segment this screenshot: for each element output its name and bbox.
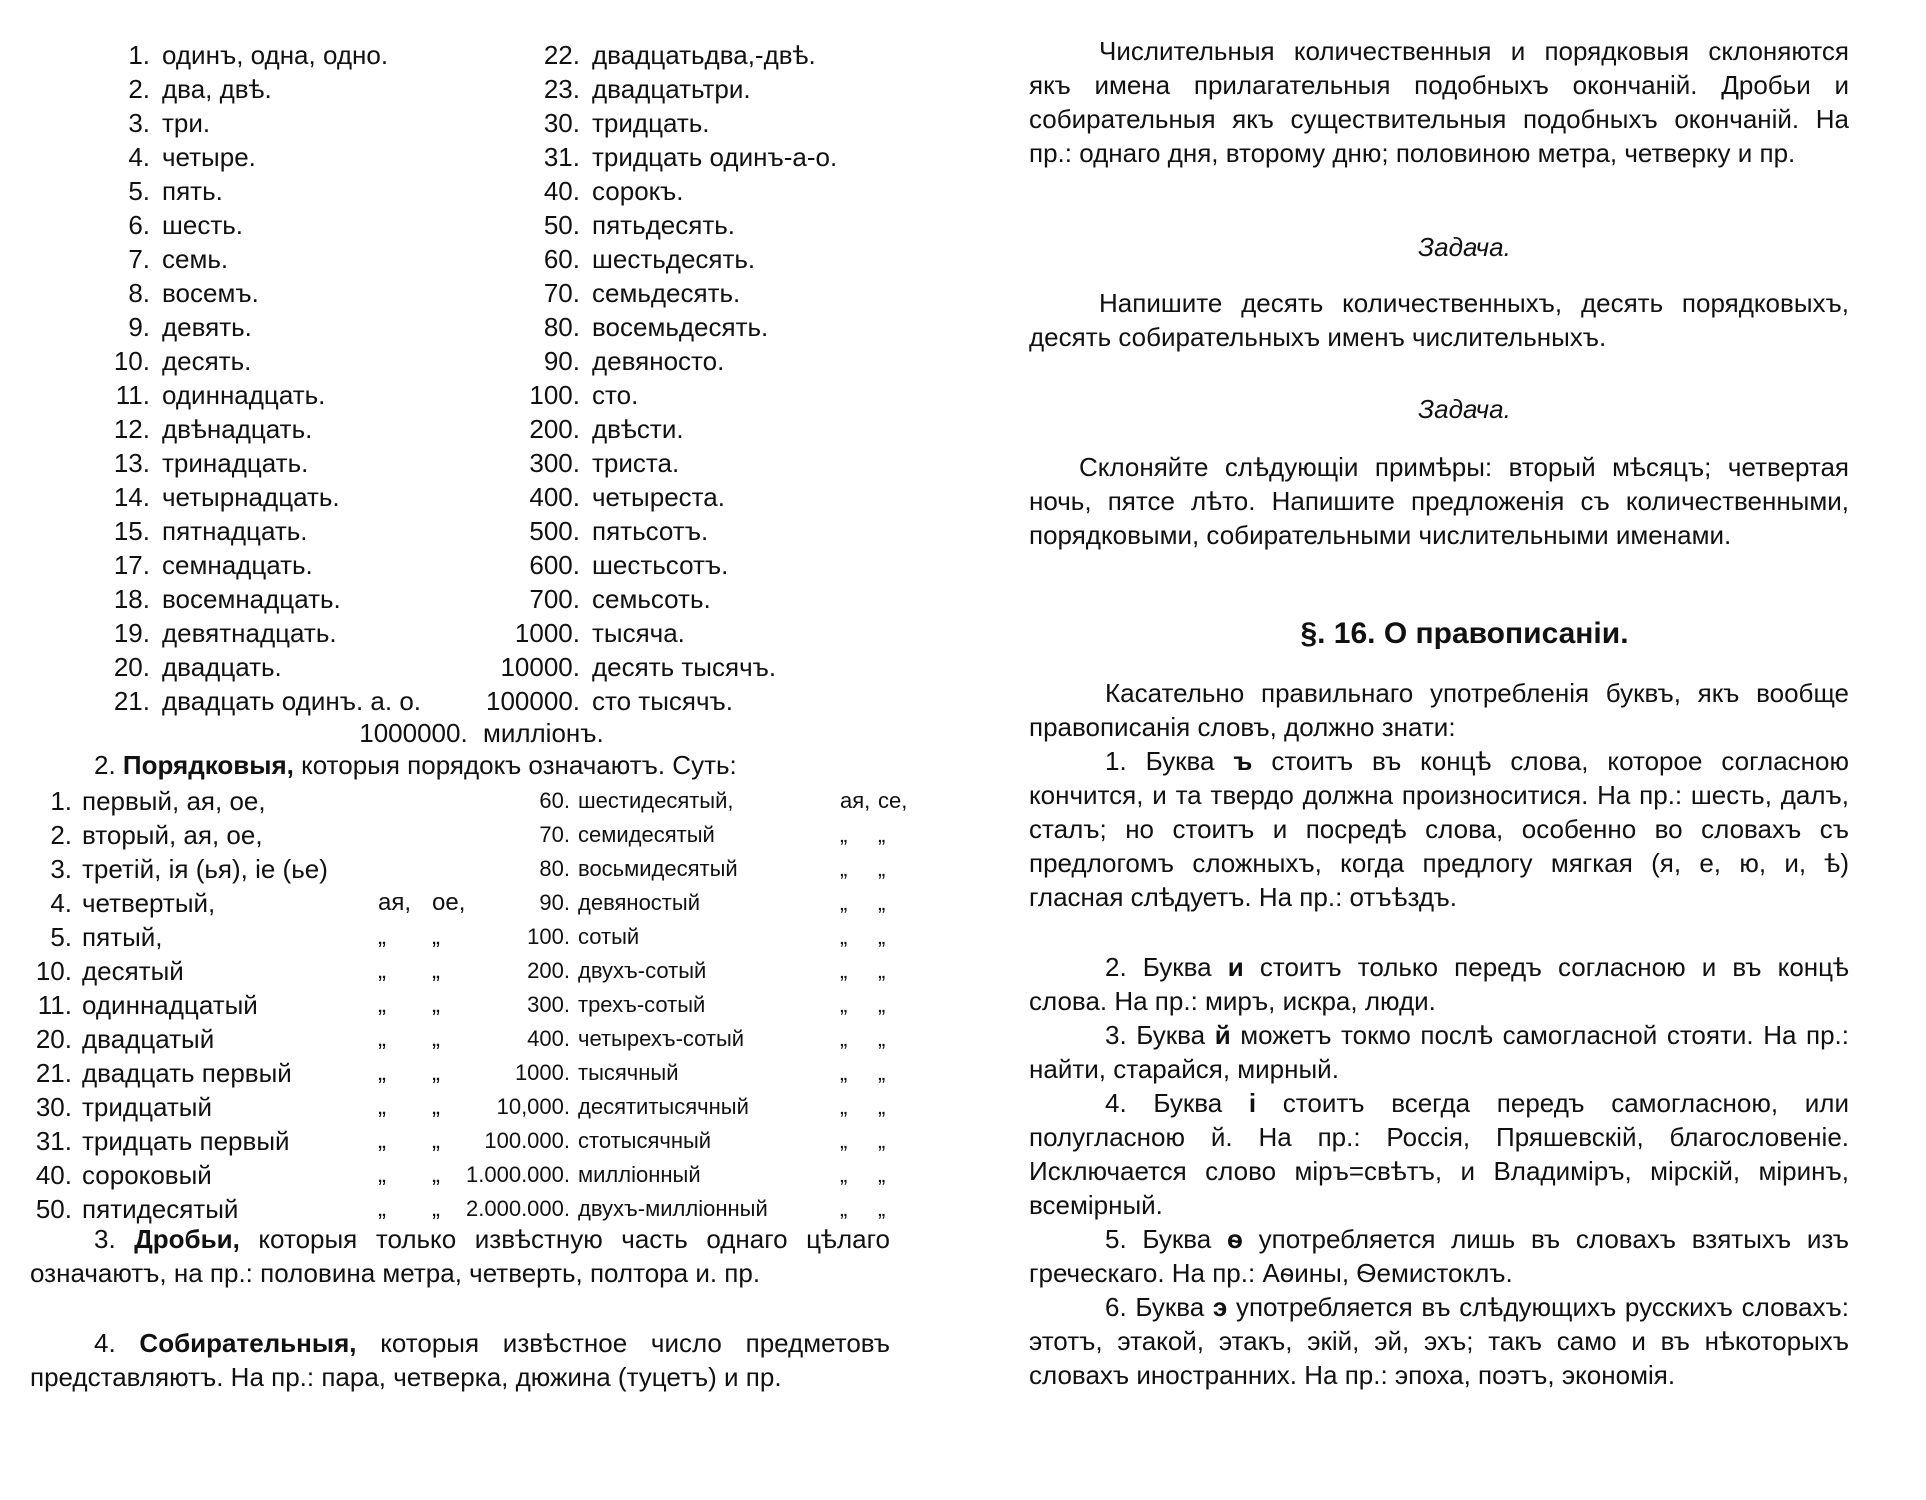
spelling-rule-6	[1029, 1290, 1849, 1392]
term-heading: Собирательныя,	[139, 1328, 357, 1358]
feminine-ending: „	[840, 958, 848, 983]
neuter-ending: „	[878, 1060, 886, 1085]
feminine-ending: „	[840, 856, 848, 881]
ordinal-word: девяностый	[578, 890, 700, 915]
definition-text: которыя порядокъ означаютъ. Суть:	[301, 750, 737, 780]
numeral-word: четырнадцать.	[162, 482, 340, 512]
number: 14.	[113, 482, 150, 512]
neuter-ending: „	[878, 890, 886, 915]
ordinal-column-1	[22, 784, 466, 1226]
neuter-ending: „	[878, 1128, 886, 1153]
spelling-rule-4	[1029, 1086, 1849, 1222]
ordinal-row	[400, 1022, 900, 1056]
feminine-ending: „	[378, 957, 386, 984]
number: 2.	[50, 820, 72, 850]
neuter-ending: „	[432, 1093, 440, 1120]
feminine-ending: ая,	[840, 788, 871, 813]
neuter-ending: „	[878, 924, 886, 949]
ordinal-word: шестидесятый,	[578, 788, 734, 813]
feminine-ending: „	[378, 1127, 386, 1154]
cardinal-row	[470, 140, 837, 174]
ordinal-word: четвертый,	[82, 888, 216, 918]
feminine-ending: „	[840, 1196, 848, 1221]
number: 4.	[50, 888, 72, 918]
ordinal-word: сотый	[578, 924, 640, 949]
numeral-word: одиннадцать.	[162, 380, 326, 410]
cardinal-row	[60, 582, 421, 616]
neuter-ending: „	[878, 822, 886, 847]
spelling-rule-3	[1029, 1018, 1849, 1086]
feminine-ending: „	[840, 822, 848, 847]
neuter-ending: „	[432, 923, 440, 950]
feminine-ending: „	[840, 1060, 848, 1085]
neuter-ending: „	[432, 1195, 440, 1222]
feminine-ending: „	[840, 992, 848, 1017]
number: 31.	[35, 1126, 72, 1156]
numeral-word: семь.	[162, 244, 229, 274]
number: 2.	[128, 74, 150, 104]
ordinal-word: сороковый	[82, 1160, 212, 1190]
number: 3.	[128, 108, 150, 138]
cardinal-row	[60, 480, 421, 514]
cardinal-column-2	[470, 38, 837, 718]
ordinal-row	[22, 1090, 440, 1124]
ordinal-row	[22, 784, 328, 818]
number: 100.000.	[484, 1128, 570, 1153]
task-1-title: Задача.	[1418, 232, 1511, 262]
number: 60.	[539, 788, 570, 813]
rule-lead: 5. Буква	[1105, 1224, 1212, 1254]
cardinal-row	[470, 208, 837, 242]
cardinal-row	[60, 514, 421, 548]
number: 200.	[527, 958, 570, 983]
feminine-ending: ая,	[378, 889, 412, 916]
number: 13.	[113, 448, 150, 478]
ordinal-row	[400, 1192, 900, 1226]
number: 40.	[35, 1160, 72, 1190]
cardinal-row	[60, 174, 421, 208]
number: 19.	[113, 618, 150, 648]
definition-text: которыя извѣстное число предметовъ представляютъ. На пр.: пара, четверка, дюжина (туцетъ) и пр.	[30, 1328, 890, 1392]
rule-letter: і	[1248, 1088, 1257, 1118]
neuter-ending: „	[878, 992, 886, 1017]
feminine-ending: „	[840, 924, 848, 949]
number: 200.	[529, 414, 580, 444]
number: 100.	[529, 380, 580, 410]
number: 60.	[543, 244, 580, 274]
numeral-word: двадцать.	[162, 652, 282, 682]
neuter-ending: „	[432, 1161, 440, 1188]
number: 1000.	[514, 618, 580, 648]
numeral-word: двадцатьтри.	[592, 74, 751, 104]
neuter-ending: ое,	[432, 889, 466, 916]
numeral-word: одинъ, одна, одно.	[162, 40, 389, 70]
number: 20.	[113, 652, 150, 682]
numeral-word: шесть.	[162, 210, 243, 240]
ordinal-word: двухъ-сотый	[578, 958, 707, 983]
numeral-word: восемъ.	[162, 278, 259, 308]
numeral-word: пятьсотъ.	[592, 516, 709, 546]
ordinal-row	[22, 1158, 440, 1192]
neuter-ending: „	[878, 1094, 886, 1119]
rule-text: стоитъ всегда передъ самогласною, или полугласною й. На пр.: Россія, Пряшевскій, благословеніе. Исключается слово міръ=свѣтъ, и Владиміръ, мірскій, міринъ, всемірный.	[1029, 1088, 1849, 1220]
numeral-word: двѣсти.	[592, 414, 684, 444]
ordinal-row	[400, 988, 900, 1022]
number: 10000.	[500, 652, 580, 682]
ordinal-word: десятитысячный	[578, 1094, 749, 1119]
feminine-ending: „	[840, 1128, 848, 1153]
number: 70.	[539, 822, 570, 847]
cardinal-row	[60, 276, 421, 310]
numeral-word: тринадцать.	[162, 448, 309, 478]
cardinal-row	[470, 684, 837, 718]
numeral-word: двадцатьдва,-двѣ.	[592, 40, 816, 70]
ordinal-row	[22, 1056, 440, 1090]
number: 9.	[128, 312, 150, 342]
rule-text: стоитъ только передъ согласною и въ концѣ слова. На пр.: миръ, искра, люди.	[1029, 952, 1849, 1016]
numeral-word: пятьдесять.	[592, 210, 735, 240]
cardinal-row	[60, 140, 421, 174]
cardinal-row	[60, 378, 421, 412]
number: 500.	[529, 516, 580, 546]
number: 15.	[113, 516, 150, 546]
number: 90.	[539, 890, 570, 915]
section-16-title: §. 16. О правописаніи.	[1300, 617, 1629, 650]
ordinal-word: милліонный	[578, 1162, 701, 1187]
numeral-word: девяносто.	[592, 346, 725, 376]
neuter-ending: „	[878, 856, 886, 881]
definition-text: которыя только извѣстную часть однаго цѣлаго означаютъ, на пр.: половина метра, четверть, полтора и. пр.	[30, 1224, 890, 1288]
ordinal-row	[22, 852, 328, 886]
cardinal-row	[60, 616, 421, 650]
numeral-word: четыре.	[162, 142, 256, 172]
number: 100.	[527, 924, 570, 949]
right-page	[963, 0, 1926, 1500]
cardinal-row	[470, 38, 837, 72]
ordinal-word: двадцать первый	[82, 1058, 292, 1088]
rule-lead: 2. Буква	[1105, 952, 1212, 982]
numeral-word: сто тысячъ.	[592, 686, 733, 716]
numeral-word: семнадцать.	[162, 550, 313, 580]
cardinal-row	[60, 242, 421, 276]
rule-letter: ъ	[1233, 746, 1253, 776]
cardinal-row	[60, 548, 421, 582]
numeral-word: шестьдесять.	[592, 244, 756, 274]
number: 1000.	[514, 1060, 570, 1085]
number: 21.	[35, 1058, 72, 1088]
number: 20.	[35, 1024, 72, 1054]
ordinal-word: тридцать первый	[82, 1126, 290, 1156]
rule-letter: э	[1212, 1292, 1228, 1322]
ordinal-word: двадцатый	[82, 1024, 215, 1054]
cardinal-row	[60, 412, 421, 446]
numeral-word: семьсоть.	[592, 584, 711, 614]
numeral-word: тридцать.	[592, 108, 710, 138]
neuter-ending: „	[878, 958, 886, 983]
section-number: 4.	[94, 1328, 116, 1358]
number: 600.	[529, 550, 580, 580]
feminine-ending: „	[378, 1093, 386, 1120]
declension-paragraph: Числительныя количественныя и порядковыя склоняются якъ имена прилагательныя подобныхъ окончаній. Дробьи и собирательныя якъ существительныя подобныхъ окончаній. На пр.: однаго дня, второму дню; половиною метра, четверку и пр.	[1029, 36, 1849, 168]
number: 10.	[35, 956, 72, 986]
cardinal-row	[470, 616, 837, 650]
term-heading: Порядковыя,	[122, 750, 294, 780]
ordinal-word: стотысячный	[578, 1128, 712, 1153]
term-heading: Дробьи,	[134, 1224, 240, 1254]
neuter-ending: се,	[878, 788, 908, 813]
ordinal-word: трехъ-сотый	[578, 992, 706, 1017]
cardinal-row	[60, 684, 421, 718]
spelling-intro: Касательно правильнаго употребленія буквъ, якъ вообще правописанія словъ, должно знати:	[1029, 678, 1849, 742]
numeral-word: три.	[162, 108, 211, 138]
number: 5.	[50, 922, 72, 952]
number: 5.	[128, 176, 150, 206]
cardinal-row	[60, 72, 421, 106]
ordinal-word: тридцатый	[82, 1092, 212, 1122]
cardinal-row	[470, 446, 837, 480]
number: 100000.	[486, 686, 580, 716]
ordinal-row	[400, 818, 900, 852]
rule-lead: 4. Буква	[1105, 1088, 1223, 1118]
ordinal-row	[22, 1022, 440, 1056]
number: 2.000.000.	[466, 1196, 570, 1221]
rule-letter: й	[1214, 1020, 1231, 1050]
numeral-word: пять.	[162, 176, 223, 206]
number: 40.	[543, 176, 580, 206]
cardinal-row	[60, 344, 421, 378]
neuter-ending: „	[432, 1059, 440, 1086]
numeral-word: девять.	[162, 312, 252, 342]
collective-paragraph	[30, 1326, 890, 1394]
numeral-word: тысяча.	[592, 618, 685, 648]
ordinal-row	[400, 1158, 900, 1192]
number: 8.	[128, 278, 150, 308]
cardinal-row	[470, 242, 837, 276]
numeral-word: сорокъ.	[592, 176, 684, 206]
ordinal-word: семидесятый	[578, 822, 715, 847]
number: 7.	[128, 244, 150, 274]
number: 400.	[527, 1026, 570, 1051]
cardinal-row	[470, 480, 837, 514]
rule-text: стоитъ въ концѣ слова, которое согласною кончится, и та твердо должна произноситися. На пр.: шесть, далъ, сталъ; но стоитъ и посредѣ слова, особенно во словахъ съ предлогомъ сложныхъ, когда предлогу мягкая (я, е, ю, и, ѣ) гласная слѣдуетъ. На пр.: отъѣздъ.	[1029, 746, 1849, 912]
numeral-word: девятнадцать.	[162, 618, 337, 648]
cardinal-row	[60, 38, 421, 72]
cardinal-row	[60, 310, 421, 344]
number: 1.	[128, 40, 150, 70]
rule-lead: 3. Буква	[1105, 1020, 1206, 1050]
section-number: 2.	[94, 750, 116, 780]
cardinal-million-row	[0, 716, 963, 750]
neuter-ending: „	[432, 957, 440, 984]
cardinal-row	[470, 72, 837, 106]
rule-lead: 1. Буква	[1105, 746, 1215, 776]
ordinal-word: третій, ія (ья), іе (ье)	[82, 854, 328, 884]
cardinal-row	[470, 548, 837, 582]
numeral-word: сто.	[592, 380, 639, 410]
number: 300.	[527, 992, 570, 1017]
ordinal-intro	[30, 748, 900, 782]
ordinal-row	[22, 1192, 440, 1226]
numeral-word: шестьсотъ.	[592, 550, 729, 580]
cardinal-row	[470, 514, 837, 548]
cardinal-row	[470, 344, 837, 378]
numeral-word: десять.	[162, 346, 252, 376]
spelling-rule-2	[1029, 950, 1849, 1018]
cardinal-row	[470, 276, 837, 310]
ordinal-row	[22, 920, 440, 954]
ordinal-word: двухъ-милліонный	[578, 1196, 768, 1221]
task-2-text: Склоняйте слѣдующіи примѣры: вторый мѣсяцъ; четвертая ночь, пятсе лѣто. Напишите предложенія съ количественными, порядковыми, собирательными числительными именами.	[1029, 452, 1849, 550]
ordinal-word: одиннадцатый	[82, 990, 258, 1020]
cardinal-column-1	[60, 38, 421, 718]
cardinal-row	[60, 446, 421, 480]
number: 70.	[543, 278, 580, 308]
ordinal-word: первый, ая, ое,	[82, 786, 266, 816]
numeral-word: два, двѣ.	[162, 74, 272, 104]
number: 6.	[128, 210, 150, 240]
number: 30.	[35, 1092, 72, 1122]
fractions-paragraph	[30, 1222, 890, 1290]
numeral-word: двадцать одинъ. а. о.	[162, 686, 422, 716]
ordinal-row	[22, 886, 466, 920]
task-2-title: Задача.	[1418, 394, 1511, 424]
number: 10.	[113, 346, 150, 376]
rule-text: употребляется лишь въ словахъ взятыхъ изъ греческаго. На пр.: Аѳины, Ѳемистоклъ.	[1029, 1224, 1849, 1288]
cardinal-row	[470, 650, 837, 684]
cardinal-row	[470, 378, 837, 412]
ordinal-row	[400, 784, 908, 818]
number: 21.	[113, 686, 150, 716]
neuter-ending: „	[432, 1025, 440, 1052]
ordinal-row	[400, 886, 900, 920]
number: 80.	[539, 856, 570, 881]
feminine-ending: „	[378, 1059, 386, 1086]
numeral-word: пятнадцать.	[162, 516, 308, 546]
number: 80.	[543, 312, 580, 342]
ordinal-word: пятидесятый	[82, 1194, 239, 1224]
ordinal-row	[22, 818, 328, 852]
task-1-text: Напишите десять количественныхъ, десять порядковыхъ, десять собирательныхъ именъ числительныхъ.	[1029, 288, 1849, 352]
number: 30.	[543, 108, 580, 138]
rule-text: употребляется въ слѣдующихъ русскихъ словахъ: этотъ, этакой, этакъ, экій, эй, эхъ; такъ само и въ нѣкоторыхъ словахъ иностранних. На пр.: эпоха, поэтъ, экономія.	[1029, 1292, 1849, 1390]
number: 1.000.000.	[466, 1162, 570, 1187]
numeral-word: семьдесять.	[592, 278, 741, 308]
ordinal-row	[400, 920, 900, 954]
ordinal-row	[400, 1056, 900, 1090]
number: 10,000.	[496, 1094, 570, 1119]
number: 22.	[543, 40, 580, 70]
number: 1000000.	[359, 718, 468, 748]
cardinal-row	[60, 106, 421, 140]
cardinal-row	[470, 174, 837, 208]
neuter-ending: „	[878, 1196, 886, 1221]
ordinal-word: вторый, ая, ое,	[82, 820, 263, 850]
spelling-rule-1	[1029, 744, 1849, 914]
number: 300.	[529, 448, 580, 478]
ordinal-word: восьмидесятый	[578, 856, 738, 881]
feminine-ending: „	[840, 1162, 848, 1187]
ordinal-row	[400, 954, 900, 988]
ordinal-row	[22, 1124, 440, 1158]
rule-lead: 6. Буква	[1105, 1292, 1205, 1322]
number: 4.	[128, 142, 150, 172]
cardinal-row	[470, 106, 837, 140]
ordinal-row	[400, 1090, 900, 1124]
section-number: 3.	[94, 1224, 116, 1254]
number: 700.	[529, 584, 580, 614]
feminine-ending: „	[378, 1161, 386, 1188]
cardinal-row	[60, 650, 421, 684]
numeral-word: восемьдесять.	[592, 312, 769, 342]
neuter-ending: „	[432, 1127, 440, 1154]
number: 1.	[50, 786, 72, 816]
numeral-word: двѣнадцать.	[162, 414, 313, 444]
number: 50.	[543, 210, 580, 240]
numeral-word: десять тысячъ.	[592, 652, 777, 682]
cardinal-row	[60, 208, 421, 242]
feminine-ending: „	[378, 1025, 386, 1052]
number: 23.	[543, 74, 580, 104]
feminine-ending: „	[840, 1026, 848, 1051]
number: 11.	[37, 990, 72, 1020]
ordinal-row	[400, 1124, 900, 1158]
number: 50.	[35, 1194, 72, 1224]
neuter-ending: „	[878, 1162, 886, 1187]
feminine-ending: „	[378, 1195, 386, 1222]
numeral-word: триста.	[592, 448, 680, 478]
feminine-ending: „	[378, 991, 386, 1018]
ordinal-word: пятый,	[82, 922, 163, 952]
ordinal-word: десятый	[82, 956, 184, 986]
number: 12.	[113, 414, 150, 444]
number: 31.	[543, 142, 580, 172]
number: 400.	[529, 482, 580, 512]
ordinal-word: тысячный	[578, 1060, 679, 1085]
ordinal-word: четырехъ-сотый	[578, 1026, 745, 1051]
cardinal-row	[470, 310, 837, 344]
ordinal-column-2	[400, 784, 908, 1226]
number: 11.	[115, 380, 150, 410]
numeral-word: милліонъ.	[482, 718, 604, 748]
spelling-rule-5	[1029, 1222, 1849, 1290]
numeral-word: восемнадцать.	[162, 584, 341, 614]
neuter-ending: „	[432, 991, 440, 1018]
rule-letter: ѳ	[1227, 1224, 1243, 1254]
number: 3.	[50, 854, 72, 884]
neuter-ending: „	[878, 1026, 886, 1051]
feminine-ending: „	[840, 1094, 848, 1119]
feminine-ending: „	[378, 923, 386, 950]
cardinal-row	[470, 582, 837, 616]
ordinal-row	[22, 988, 440, 1022]
ordinal-row	[22, 954, 440, 988]
number: 18.	[113, 584, 150, 614]
numeral-word: тридцать одинъ-а-о.	[592, 142, 838, 172]
number: 90.	[543, 346, 580, 376]
feminine-ending: „	[840, 890, 848, 915]
ordinal-row	[400, 852, 900, 886]
rule-letter: и	[1227, 952, 1244, 982]
numeral-word: четыреста.	[592, 482, 725, 512]
cardinal-row	[470, 412, 837, 446]
number: 17.	[113, 550, 150, 580]
rule-text: можетъ токмо послѣ самогласной стояти. На пр.: найти, старайся, мирный.	[1029, 1020, 1849, 1084]
